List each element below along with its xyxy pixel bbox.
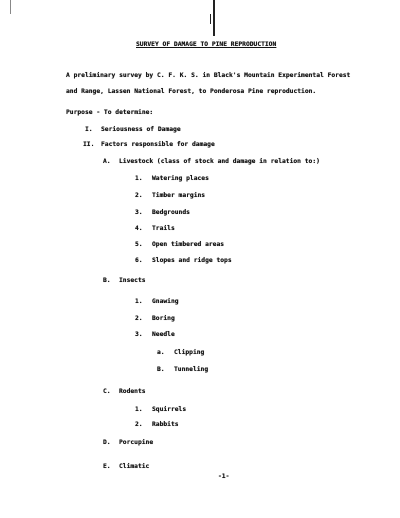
scan-mark [213, 0, 215, 36]
needle-item-a: Clipping [174, 349, 205, 356]
livestock-item-4: Trails [152, 225, 175, 232]
outline-num-c: C. [103, 388, 111, 395]
insects-item-2: Boring [152, 315, 175, 322]
purpose-heading: Purpose - To determine: [66, 109, 154, 116]
livestock-num-2: 2. [135, 192, 143, 199]
livestock-item-2: Timber margins [152, 192, 206, 199]
margin-mark [10, 0, 11, 14]
intro-line-2: and Range, Lassen National Forest, to Ponderosa Pine reproduction. [66, 88, 317, 95]
rodents-item-1: Squirrels [152, 406, 187, 413]
scan-mark-small [210, 14, 211, 24]
livestock-num-4: 4. [135, 225, 143, 232]
outline-text-c: Rodents [119, 388, 146, 395]
insects-item-1: Gnawing [152, 298, 179, 305]
outline-num-b: B. [103, 277, 111, 284]
outline-text-ii: Factors responsible for damage [101, 141, 215, 148]
page-number: -1- [218, 473, 230, 480]
needle-num-b: B. [157, 366, 165, 373]
outline-num-d: D. [103, 439, 111, 446]
livestock-item-3: Bedgrounds [152, 209, 190, 216]
livestock-item-6: Slopes and ridge tops [152, 257, 232, 264]
needle-num-a: a. [157, 349, 165, 356]
insects-num-2: 2. [135, 315, 143, 322]
outline-text-a: Livestock (class of stock and damage in relation to:) [119, 158, 320, 165]
livestock-item-1: Watering places [152, 175, 209, 182]
outline-text-b: Insects [119, 277, 146, 284]
insects-item-3: Needle [152, 331, 175, 338]
outline-num-i: I. [85, 126, 93, 133]
insects-num-3: 3. [135, 331, 143, 338]
needle-item-b: Tunneling [174, 366, 209, 373]
outline-num-a: A. [103, 158, 111, 165]
livestock-num-6: 6. [135, 257, 143, 264]
livestock-num-5: 5. [135, 241, 143, 248]
livestock-num-1: 1. [135, 175, 143, 182]
outline-text-e: Climatic [119, 463, 150, 470]
document-title: SURVEY OF DAMAGE TO PINE REPRODUCTION [136, 41, 277, 48]
insects-num-1: 1. [135, 298, 143, 305]
livestock-item-5: Open timbered areas [152, 241, 225, 248]
rodents-num-2: 2. [135, 421, 143, 428]
intro-line-1: A preliminary survey by C. F. K. S. in Black's Mountain Experimental Forest [66, 72, 351, 79]
rodents-item-2: Rabbits [152, 421, 179, 428]
livestock-num-3: 3. [135, 209, 143, 216]
rodents-num-1: 1. [135, 406, 143, 413]
outline-text-i: Seriousness of Damage [101, 126, 181, 133]
outline-num-e: E. [103, 463, 111, 470]
outline-num-ii: II. [83, 141, 95, 148]
outline-text-d: Porcupine [119, 439, 154, 446]
